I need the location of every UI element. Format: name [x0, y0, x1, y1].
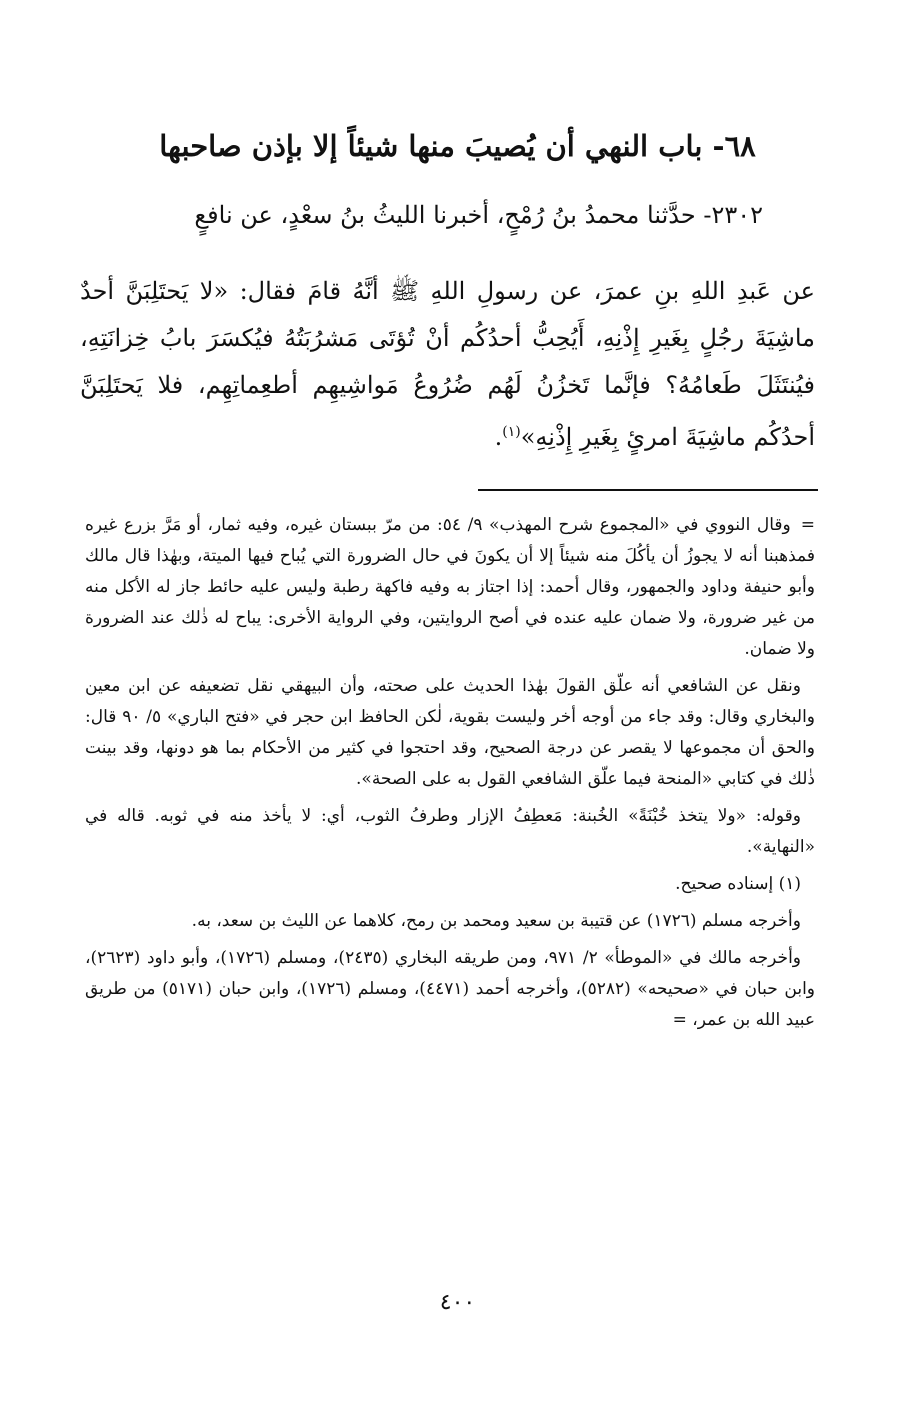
footnotes-section	[85, 510, 815, 1042]
continuation-mark: =	[800, 515, 815, 535]
footnote-paragraph	[85, 801, 815, 863]
hadith-isnad: ٢٣٠٢- حدَّثنا محمدُ بنُ رُمْحٍ، أخبرنا الليثُ بنُ سعْدٍ، عن نافعٍ	[194, 201, 763, 229]
footnote-paragraph	[85, 671, 815, 795]
footnote-paragraph	[85, 510, 815, 665]
footnote-text: ونقل عن الشافعي أنه علّق القولَ بهٰذا الحديث على صحته، وأن البيهقي نقل تضعيفه عن ابن معين والبخاري وقال: وقد جاء من أوجه أخر وليست بقوية، لٰكن الحافظ ابن حجر في «فتح الباري» ٥/ ٩٠ قال: والحق أن مجموعها لا يقصر عن درجة الصحيح، وقد احتجوا في كثير من الأحكام بما هو دونها، وقد بينت ذٰلك في كتابي «المنحة فيما علّق الشافعي القول به على الصحة».	[85, 676, 815, 789]
footnote-divider	[478, 489, 818, 491]
hadith-body	[80, 268, 815, 461]
footnote-text: (١) إسناده صحيح.	[675, 874, 801, 894]
footnote-text: وقوله: «ولا يتخذ خُبْنَةً» الخُبنة: مَعطِفُ الإزار وطرفُ الثوب، أي: لا يأخذ منه في ثوبه. قاله في «النهاية».	[85, 806, 815, 857]
footnote-reference: (١)	[502, 424, 521, 440]
footnote-text: وقال النووي في «المجموع شرح المهذب» ٩/ ٥٤: من مرّ ببستان غيره، وفيه ثمار، أو مَرَّ بزرع غيره فمذهبنا أنه لا يجوزُ أن يأكُلَ منه شيئاً إلا أن يكونَ في حال الضرورة التي يُباح فيها الميتة، وبهٰذا قال مالك وأبو حنيفة وداود والجمهور، وقال أحمد: إذا اجتاز به وفيه فاكهة رطبة وليس عليه حائط جاز له الأكل منه من غير ضرورة، ولا ضمان عليه عنده في أصح الروايتين، وفي الرواية الأخرى: يباح له ذٰلك عند الضرورة ولا ضمان.	[85, 515, 815, 659]
page-number: ٤٠٠	[439, 1290, 476, 1315]
chapter-title: ٦٨- باب النهي أن يُصيبَ منها شيئاً إلا بإذن صاحبها	[159, 129, 756, 163]
hadith-end-mark: .	[494, 423, 503, 451]
footnote-paragraph	[85, 869, 815, 900]
hadith-text: عن عَبدِ اللهِ بنِ عمرَ، عن رسولِ اللهِ ﷺ أنَّهُ قامَ فقال: «لا يَحتَلِبَنَّ أحدٌ ماشِيَةَ رجُلٍ بِغَيرِ إِذْنِهِ، أَيُحِبُّ أحدُكُم أنْ تُؤتَى مَشرُبَتُهُ فيُكسَرَ بابُ خِزانَتِهِ، فيُنتَثَلَ طَعامُهُ؟ فإنَّما تَخزُنُ لَهُم ضُرُوعُ مَواشِيهِم أطعِماتِهِم، فلا يَحتَلِبَنَّ أحدُكُم ماشِيَةَ امرئٍ بِغَيرِ إِذْنِهِ»	[80, 277, 815, 451]
footnote-text: وأخرجه مسلم (١٧٢٦) عن قتيبة بن سعيد ومحمد بن رمح، كلاهما عن الليث بن سعد، به.	[191, 911, 801, 931]
footnote-paragraph	[85, 906, 815, 937]
footnote-text: وأخرجه مالك في «الموطأ» ٢/ ٩٧١، ومن طريقه البخاري (٢٤٣٥)، ومسلم (١٧٢٦)، وأبو داود (٢٦٢٣)، وابن حبان في «صحيحه» (٥٢٨٢)، وأخرجه أحمد (٤٤٧١)، ومسلم (١٧٢٦)، وابن حبان (٥١٧١) من طريق عبيد الله بن عمر، =	[85, 948, 815, 1030]
footnote-paragraph	[85, 943, 815, 1036]
